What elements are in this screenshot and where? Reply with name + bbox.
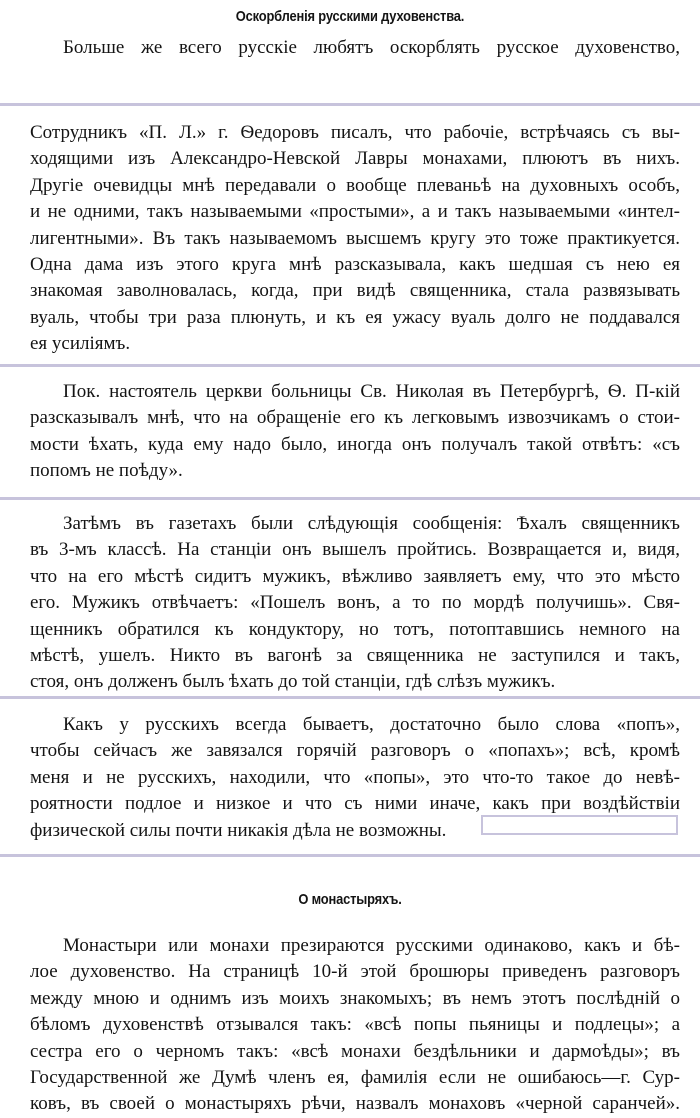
text-line: ковъ, въ своей о монастыряхъ рѣчи, назвалъ монаховъ «черной саранчей». (30, 1093, 680, 1115)
text-line: щенникъ обратился къ кондуктору, но тотъ, потоптавшись немного на (30, 618, 680, 640)
text-line: Какъ у русскихъ всегда бываетъ, достаточно было слова «попъ», (63, 714, 680, 735)
paragraph-train-incident (30, 511, 680, 696)
text-line: мѣстѣ, ушелъ. Никто въ вагонѣ за священника не заступился и такъ, (30, 644, 680, 666)
text-line: Другіе очевидцы мнѣ передавали о вообще плеваньѣ на духовныхъ особъ, (30, 174, 680, 196)
text-line: попомъ не поѣду». (30, 460, 183, 482)
text-line: Пок. настоятель церкви больницы Св. Николая въ Петербургѣ, Ѳ. П-кій (63, 381, 680, 402)
text-line: стоя, онъ долженъ былъ ѣхать до той станціи, гдѣ слѣзъ мужикъ. (30, 671, 556, 693)
text-line: Государственной же Думѣ членъ ея, фамилія если не ошибаюсь—г. Сур- (30, 1066, 680, 1088)
paragraph-priest-cabmen (30, 379, 680, 485)
text-line: мости ѣхать, куда ему надо было, иногда онъ получалъ такой отвѣтъ: «съ (30, 433, 680, 455)
text-line: между мною и однимъ изъ моихъ знакомыхъ; въ немъ этотъ послѣдній о (30, 987, 680, 1009)
divider-line (0, 103, 700, 106)
text-line: Сотрудникъ «П. Л.» г. Ѳедоровъ писалъ, что рабочіе, встрѣчаясь съ вы- (30, 122, 680, 143)
text-line: и не одними, такъ называемыми «простыми», а и такъ называемыми «интел- (30, 201, 680, 223)
text-line: разсказывалъ мнѣ, что на обращеніе его къ легковымъ извозчикамъ о стои- (30, 407, 680, 429)
section-title-monasteries: О монастыряхъ. (298, 891, 402, 908)
text-line: ходящими изъ Александро-Невской Лавры монахами, плюютъ въ нихъ. (30, 148, 680, 170)
text-line: вуаль, чтобы три раза плюнуть, и къ ея ужасу вуаль долго не поддавался (30, 306, 680, 328)
text-line: бѣломъ духовенствѣ отзывался такъ: «всѣ попы пьяницы и подлецы»; а (30, 1014, 680, 1036)
text-line: Затѣмъ въ газетахъ были слѣдующія сообщенія: Ѣхалъ священникъ (63, 513, 680, 534)
text-line: его. Мужикъ отвѣчаетъ: «Пошелъ вонъ, а то по мордѣ получишь». Свя- (30, 592, 680, 614)
text-line: лигентными». Въ такъ называемомъ высшемъ кругу это тоже практикуется. (30, 227, 680, 249)
text-line: что на его мѣстѣ сидитъ мужикъ, вѣжливо заявляетъ ему, что это мѣсто (30, 565, 680, 587)
paragraph-monasteries (30, 933, 680, 1118)
text-line: въ 3-мъ классѣ. На станціи онъ вышелъ пройтись. Возвращается и, видя, (30, 539, 680, 561)
text-line: роятности подлое и низкое и что съ ними иначе, какъ при воздѣйствіи (30, 793, 680, 815)
text-line: Монастыри или монахи презираются русскими одинаково, какъ и бѣ- (63, 935, 680, 956)
divider-line (0, 364, 700, 367)
text-line: Одна дама изъ этого круга мнѣ разсказывала, какъ шедшая съ нею ея (30, 253, 680, 275)
divider-line (0, 696, 700, 699)
section-title-insults: Оскорбленія русскими духовенства. (235, 8, 465, 25)
intro-paragraph (30, 35, 680, 61)
text-line: знакомая заволновалась, когда, при видѣ священника, стала развязывать (30, 280, 680, 302)
text-line: физической силы почти никакія дѣла не возможны. (30, 819, 447, 841)
text-line: лое духовенство. На страницѣ 10-й этой брошюры приведенъ разговоръ (30, 961, 680, 983)
divider-line (0, 497, 700, 500)
text-line: сестра его о черномъ такъ: «всѣ монахи бездѣльники и дармоѣды»; въ (30, 1040, 680, 1062)
text-line: меня и не русскихъ, находили, что «попы», это что-то такое до невѣ- (30, 766, 680, 788)
text-line: чтобы сейчасъ же завязался горячій разговоръ о «попахъ»; всѣ, кромѣ (30, 740, 680, 762)
divider-line (0, 854, 700, 857)
text-line: ея усиліямъ. (30, 333, 131, 355)
text-line: Больше же всего русскіе любятъ оскорблять русское духовенство, (63, 37, 680, 58)
blank-redaction-box (481, 815, 678, 835)
paragraph-monks-spitting (30, 120, 680, 358)
